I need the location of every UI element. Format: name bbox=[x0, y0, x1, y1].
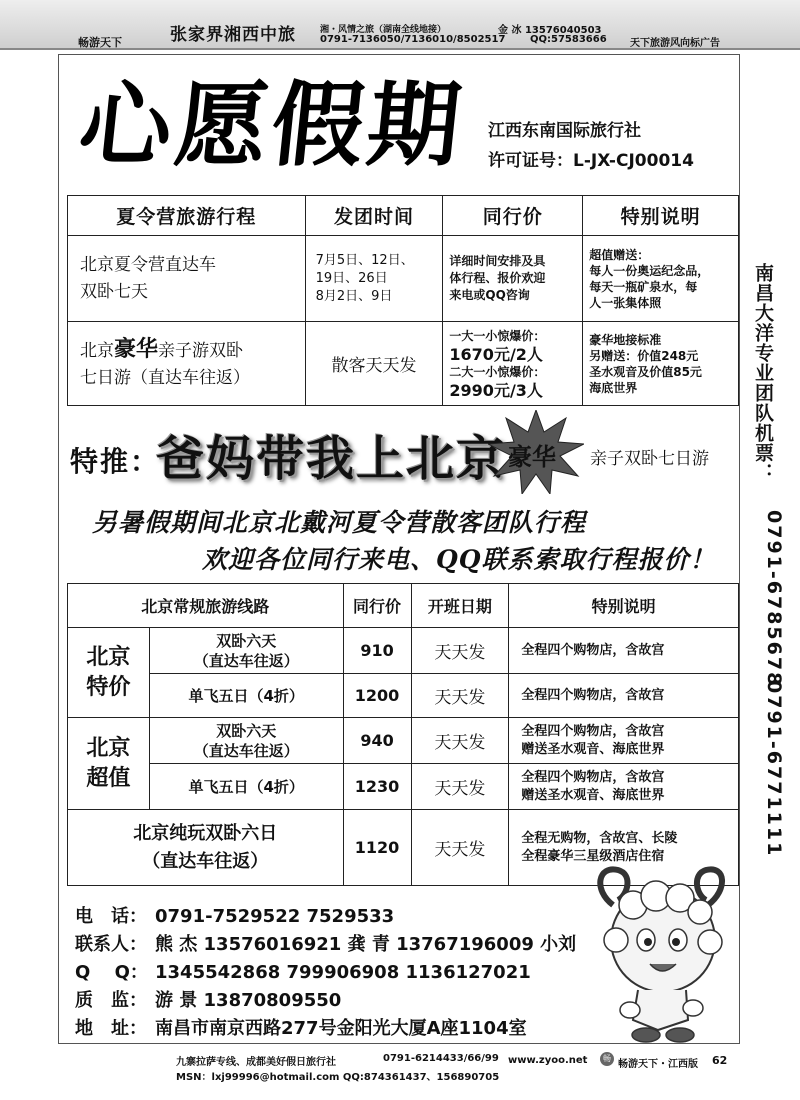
table-header-row bbox=[68, 584, 739, 628]
promo-line-1: 另暑假期间北京北戴河夏令营散客团队行程 bbox=[92, 508, 587, 537]
header-brand: 畅游天下 bbox=[78, 36, 122, 49]
route-line: （直达车往返） bbox=[193, 651, 299, 670]
group-line: 特价 bbox=[86, 674, 131, 700]
agency-name: 江西东南国际旅行社 bbox=[488, 121, 641, 141]
table-row bbox=[68, 718, 739, 764]
contact-label: 质 监： bbox=[75, 990, 147, 1011]
side-phone-2: 0791-6771111 bbox=[763, 680, 785, 858]
route-line: （直达车往返） bbox=[142, 850, 269, 872]
contact-supervisor-row bbox=[75, 987, 576, 1015]
route-line: （直达车往返） bbox=[193, 741, 299, 760]
route-cell: 单飞五日（4折） bbox=[149, 764, 343, 810]
top-header-band bbox=[0, 0, 800, 50]
table-row bbox=[68, 322, 739, 406]
contact-qq: 1345542868 799906908 1136127021 bbox=[155, 962, 531, 983]
header-notes: 特别说明 bbox=[583, 196, 739, 236]
price-line: 二大一小惊爆价： bbox=[449, 364, 546, 379]
header-company: 张家界湘西中旅 bbox=[170, 25, 296, 45]
header-notes: 特别说明 bbox=[509, 584, 739, 628]
price-value: 2990元/3人 bbox=[449, 380, 543, 400]
price-cell: 940 bbox=[343, 718, 411, 764]
note-line: 圣水观音及价值85元 bbox=[589, 364, 702, 379]
contact-phone-row bbox=[75, 903, 576, 931]
note-line: 赠送圣水观音、海底世界 bbox=[521, 741, 665, 757]
header-price: 同行价 bbox=[443, 196, 583, 236]
price-line: 体行程、报价欢迎 bbox=[449, 271, 546, 285]
header-phones: 0791-7136050/7136010/8502517 bbox=[320, 34, 506, 45]
header-route: 北京常规旅游线路 bbox=[68, 584, 344, 628]
dates-cell: 散客天天发 bbox=[305, 322, 443, 406]
contact-address-row bbox=[75, 1015, 576, 1043]
table-row bbox=[68, 628, 739, 674]
sheep-mascot-icon bbox=[588, 860, 738, 1045]
contact-label: 地 址： bbox=[75, 1018, 147, 1039]
header-route: 夏令营旅游行程 bbox=[68, 196, 306, 236]
route-line bbox=[80, 336, 305, 365]
date-line: 7月5日、12日、 bbox=[315, 252, 414, 268]
logo-calligraphy: 心愿假期 bbox=[74, 71, 470, 179]
header-price: 同行价 bbox=[343, 584, 411, 628]
note-line: 海底世界 bbox=[589, 380, 638, 395]
notes-cell bbox=[583, 236, 739, 322]
contact-qq-row bbox=[75, 959, 576, 987]
price-cell: 1230 bbox=[343, 764, 411, 810]
contact-label: 电 话： bbox=[75, 906, 147, 927]
price-cell: 910 bbox=[343, 628, 411, 674]
beijing-routes-table bbox=[67, 583, 739, 886]
note-line: 每天一瓶矿泉水，每 bbox=[589, 279, 698, 294]
route-cell bbox=[68, 236, 306, 322]
contact-phone: 0791-7529522 7529533 bbox=[155, 906, 395, 927]
table-row bbox=[68, 764, 739, 810]
note-line: 赠送圣水观音、海底世界 bbox=[521, 787, 665, 803]
table-row bbox=[68, 236, 739, 322]
price-line: 一大一小惊爆价： bbox=[449, 328, 546, 343]
route-line: 七日游（直达车往返） bbox=[80, 367, 250, 388]
route-line: 双卧六天 bbox=[216, 721, 277, 740]
schedule-cell: 天天发 bbox=[411, 810, 509, 886]
route-cell bbox=[68, 810, 344, 886]
header-contact: 金 冰 13576040503 bbox=[498, 25, 602, 36]
footer-agency: 九寨拉萨专线、成都美好假日旅行社 bbox=[176, 1057, 336, 1068]
route-cell: 单飞五日（4折） bbox=[149, 674, 343, 718]
promo-subtitle: 亲子双卧七日游 bbox=[590, 449, 709, 469]
contact-label: Q Q： bbox=[75, 962, 148, 983]
license-number: 许可证号：L-JX-CJ00014 bbox=[488, 151, 694, 171]
group-line: 超值 bbox=[86, 765, 131, 791]
route-line: 北京纯玩双卧六日 bbox=[133, 822, 278, 844]
dates-cell bbox=[305, 236, 443, 322]
notes-cell: 全程四个购物店，含故宫 bbox=[509, 674, 739, 718]
route-suffix: 亲子游双卧 bbox=[158, 340, 244, 361]
route-line: 双卧六天 bbox=[216, 631, 277, 650]
promo-badge: 豪华 bbox=[508, 443, 556, 471]
summer-camp-table bbox=[67, 195, 739, 406]
contact-supervisor: 游 景 13870809550 bbox=[155, 990, 342, 1011]
brand-icon: 畅 bbox=[600, 1052, 614, 1066]
group-label bbox=[68, 718, 150, 810]
side-title: 南昌大洋专业团队机票： bbox=[752, 263, 774, 483]
note-line: 全程四个购物店，含故宫 bbox=[521, 769, 665, 785]
route-line: 双卧七天 bbox=[80, 281, 148, 302]
table-header-row bbox=[68, 196, 739, 236]
route-highlight: 豪华 bbox=[114, 336, 159, 362]
note-line: 每人一份奥运纪念品， bbox=[589, 263, 710, 278]
footer-msn: MSN：lxj99996@hotmail.com QQ:874361437、156890705 bbox=[176, 1072, 500, 1083]
price-line: 详细时间安排及具 bbox=[449, 254, 546, 268]
promo-label: 特推： bbox=[70, 445, 161, 478]
contact-block bbox=[75, 903, 576, 1043]
price-value: 1670元/2人 bbox=[449, 344, 543, 364]
header-schedule: 开班日期 bbox=[411, 584, 509, 628]
promo-title: 爸妈带我上北京 bbox=[156, 431, 507, 487]
date-line: 19日、26日 bbox=[315, 270, 388, 286]
price-cell bbox=[443, 236, 583, 322]
note-line: 豪华地接标准 bbox=[589, 332, 662, 347]
notes-cell bbox=[583, 322, 739, 406]
footer-website[interactable]: www.zyoo.net bbox=[508, 1055, 588, 1066]
group-line: 北京 bbox=[86, 735, 131, 761]
price-cell: 1200 bbox=[343, 674, 411, 718]
date-line: 8月2日、9日 bbox=[315, 288, 393, 304]
table-row bbox=[68, 674, 739, 718]
note-line: 全程四个购物店，含故宫 bbox=[521, 723, 665, 739]
note-line: 全程无购物，含故宫、长陵 bbox=[521, 830, 678, 846]
contact-persons: 熊 杰 13576016921 龚 青 13767196009 小刘 bbox=[155, 934, 577, 955]
route-line: 北京夏令营直达车 bbox=[80, 254, 216, 275]
header-slogan: 湘・风情之旅（湖南全线地接） bbox=[320, 25, 447, 35]
header-qq: QQ:57583666 bbox=[530, 34, 607, 45]
note-line: 人一张集体照 bbox=[589, 295, 662, 310]
schedule-cell: 天天发 bbox=[411, 628, 509, 674]
contact-person-row bbox=[75, 931, 576, 959]
note-line: 超值赠送： bbox=[589, 247, 650, 262]
header-dates: 发团时间 bbox=[305, 196, 443, 236]
page-number: 62 bbox=[712, 1054, 728, 1067]
footer-brand: 畅游天下・江西版 bbox=[618, 1059, 698, 1070]
contact-address: 南昌市南京西路277号金阳光大厦A座1104室 bbox=[155, 1018, 527, 1039]
footer-phone: 0791-6214433/66/99 bbox=[383, 1053, 499, 1064]
note-line: 全程豪华三星级酒店住宿 bbox=[521, 848, 665, 864]
route-cell bbox=[68, 322, 306, 406]
schedule-cell: 天天发 bbox=[411, 674, 509, 718]
promo-line-2: 欢迎各位同行来电、QQ联系索取行程报价！ bbox=[202, 545, 716, 574]
header-ad: 天下旅游风向标广告 bbox=[630, 38, 720, 49]
contact-label: 联系人： bbox=[75, 934, 147, 955]
price-cell bbox=[443, 322, 583, 406]
notes-cell: 全程四个购物店，含故宫 bbox=[509, 628, 739, 674]
schedule-cell: 天天发 bbox=[411, 764, 509, 810]
price-line: 来电或QQ咨询 bbox=[449, 288, 530, 302]
route-prefix: 北京 bbox=[80, 340, 114, 361]
notes-cell bbox=[509, 718, 739, 764]
note-line: 另赠送：价值248元 bbox=[589, 348, 699, 363]
group-line: 北京 bbox=[86, 644, 131, 670]
side-phone-1: 0791-6785678 bbox=[763, 510, 785, 688]
schedule-cell: 天天发 bbox=[411, 718, 509, 764]
notes-cell bbox=[509, 764, 739, 810]
route-cell bbox=[149, 628, 343, 674]
group-label bbox=[68, 628, 150, 718]
price-cell: 1120 bbox=[343, 810, 411, 886]
route-cell bbox=[149, 718, 343, 764]
